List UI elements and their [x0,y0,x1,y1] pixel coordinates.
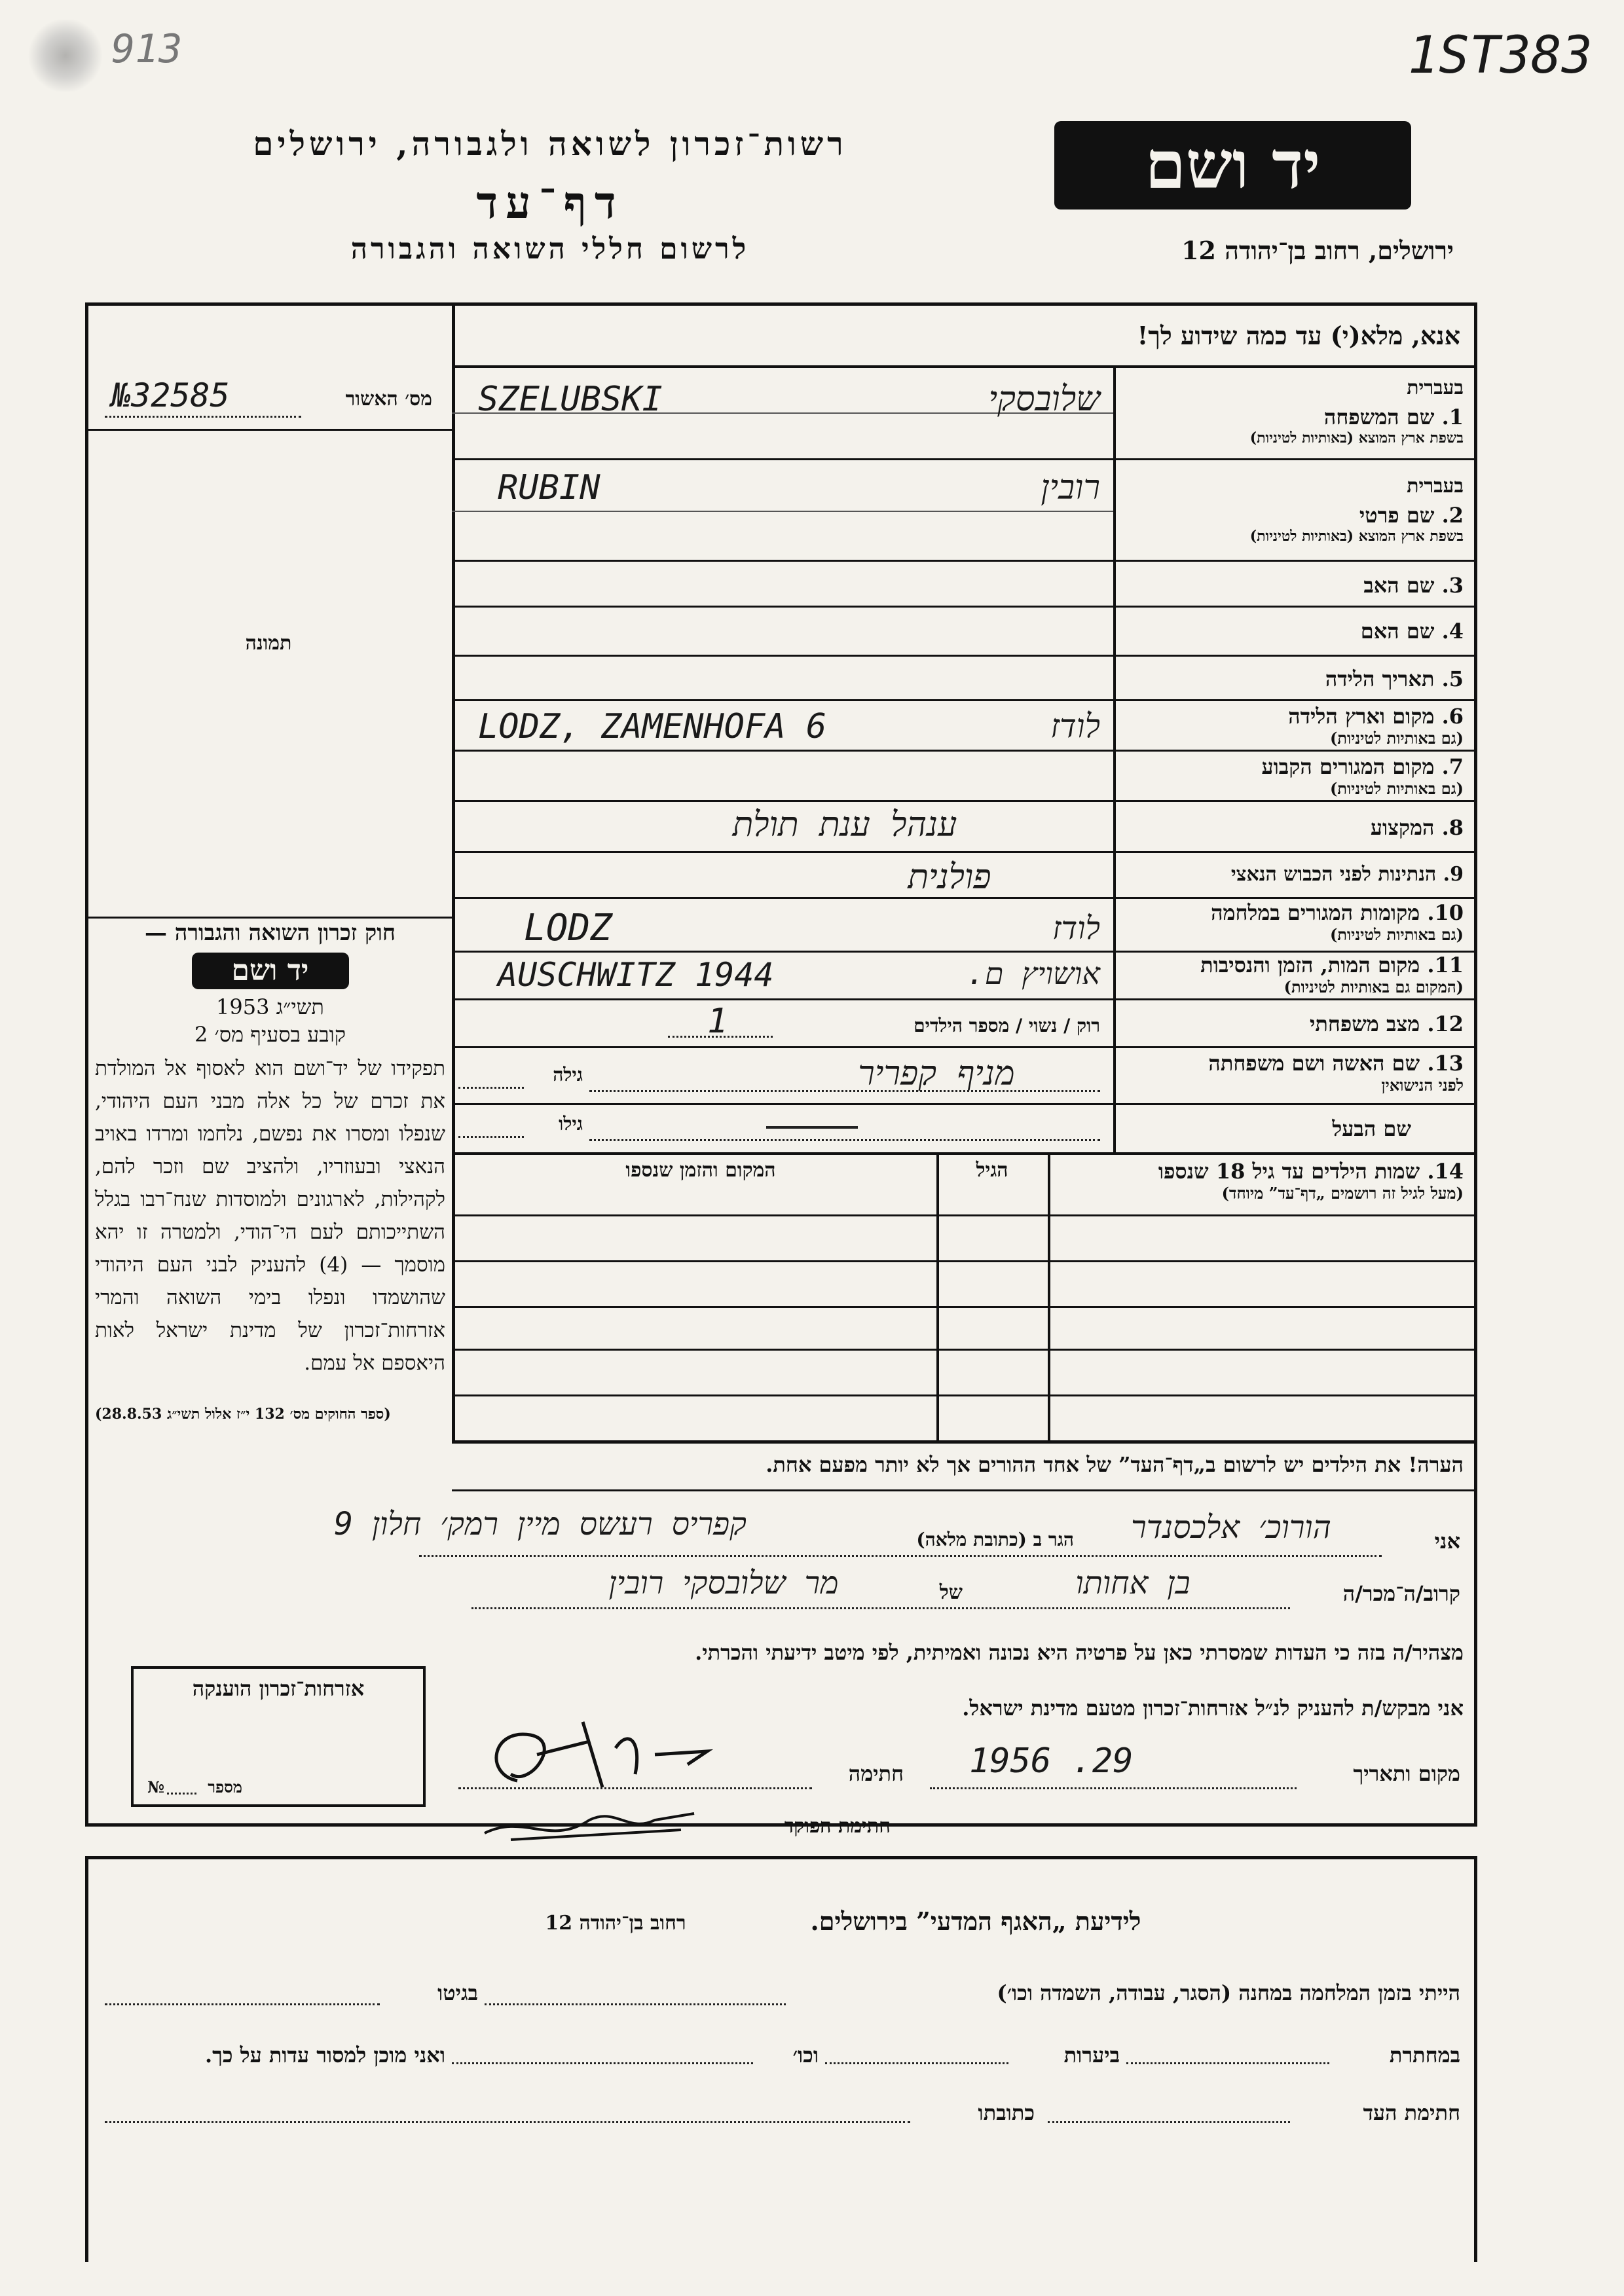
field-12: 12. מצב משפחתי [1310,1011,1464,1036]
officer-signature [471,1794,720,1853]
husband-age-label: גילו [559,1113,583,1135]
witness-name[interactable]: הורוכ׳ אלכסנדר [1131,1509,1331,1546]
witness-address[interactable]: קפריס רעשס מיין רמק׳ חלון 9 [334,1506,747,1542]
declaration-request: אני מבקש/ת להעניק לנ״ל אזרחות־זכרון מטעם מדינת ישראל. [962,1696,1464,1721]
award-number-label: מספר [208,1777,242,1796]
place-date-label: מקום ותאריך [1353,1761,1460,1786]
decl-line2-mid: של [939,1581,963,1604]
field-6: 6. מקום וארץ הלידה (גם באותיות לטיניות) [1288,704,1464,748]
field-8: 8. המקצוע [1370,815,1464,840]
footer-forests-label: ביערות [1063,2043,1120,2068]
relation-value[interactable]: בן אחותו [1075,1565,1190,1601]
field-1: בעברית 1. שם המשפחה בשפת ארץ המוצא (באותיות לטיניות) [1249,376,1464,446]
award-number-symbol: № [147,1777,165,1796]
death-place-latin[interactable]: AUSCHWITZ 1944 [498,956,774,994]
wife-name-value[interactable]: מניף קפריר [858,1054,1015,1093]
authority-name: רשות־זכרון לשואה ולגבורה, ירושלים [253,124,847,163]
first-name-hebrew[interactable]: רובין [1041,468,1100,507]
birthplace-latin[interactable]: LODZ, ZAMENHOFA 6 [478,707,827,746]
children-col-age: הגיל [976,1159,1008,1182]
registration-number: №32585 [111,376,230,414]
first-name-latin[interactable]: RUBIN [498,468,600,507]
nationality-value[interactable]: פולנית [908,858,991,897]
footer-title: לידיעת „האגף המדעי” בירושלים. [810,1906,1141,1936]
footer-willing-label: ואני מוכן למסור עדות על כך. [204,2043,445,2068]
header-address: ירושלים, רחוב בן־יהודה 12 [1181,236,1454,265]
decl-line1-mid: הגר ב (כתובת מלאה) [916,1529,1074,1550]
family-name-latin[interactable]: SZELUBSKI [478,380,663,419]
children-note: הערה! את הילדים יש לרשום ב„דף־העד” של אחד ההורים אך לא יותר מפעם אחת. [766,1452,1464,1477]
place-date-value[interactable]: 1956 .29 [969,1741,1134,1781]
wartime-residence-latin[interactable]: LODZ [524,907,612,949]
footer-ghetto-label: בגיטו [437,1980,478,2005]
footer-camp-label: הייתי בזמן המלחמה במחנה (הסגר, עבודה, השמדה וכו׳) [997,1980,1460,2005]
declaration-statement: מצהיר/ה בזה כי העדות שמסרתי כאן על פרטיה היא נכונה ואמיתית, לפי מיטב ידיעתי והכרתי. [695,1640,1464,1665]
archive-number: 1ST383 [1408,26,1593,85]
wife-age-label: גילה [553,1064,583,1085]
field-11: 11. מקום המות, הזמן והנסיבות (המקום גם באותיות לטיניות) [1200,953,1464,996]
footer-witness-signature: חתימת העד [1363,2100,1460,2125]
decl-line1-label: אני [1434,1529,1460,1554]
law-logo: יד ושם [192,953,349,989]
decl-line2-label: קרוב/ה־מכר/ה [1342,1581,1460,1606]
family-name-hebrew[interactable]: שלובסקי [988,380,1100,419]
footer-underground-label: במחתרת [1389,2043,1460,2068]
law-box: חוק זכרון השואה והגבורה — יד ושם תשי״ג 1953 קובע בסעיף מס׳ 2 תפקידו של יד־ושם הוא לאסוף אל המולדת את זכרם של כל אלה מבני העם היהודי, שנפלו ומסרו את נפשם, נלחמו ומרדו באויב הנאצי ובעוזריו, ולהציב שם וזכר להם, לקהילות, לארגונים ולמוסדות שנח־רבו בגלל השתייכותם לעם הי־הודי, ולמטרה זו יהא מוסמך — (4) להעניק לבני העם היהודי שהושמדו ונפלו בימי השואה והמרי אזרחות־זכרון של מדינת ישראל לאות היאספם אל עמם. (ספר החוקים מס׳ 132 י״ז אלול תשי״ג 28.8.53) [95,920,445,1423]
field-9: 9. הנתינות לפני הכבוש הנאצי [1230,863,1464,886]
form-subtitle: לרשום חללי השואה והגבורה [350,232,750,266]
victim-name-declared[interactable]: מר שלובסקי רובין [608,1565,839,1601]
children-count[interactable]: 1 [707,1002,728,1041]
field-13: 13. שם האשה ושם משפחתה לפני הנישואין [1208,1051,1464,1095]
field-4: 4. שם האם [1360,619,1464,644]
field-14: 14. שמות הילדים עד גיל 18 שנספו (מעל לגיל זה רושמים „דף־עד” מיוחד) [1158,1159,1464,1203]
footer-address: רחוב בן־יהודה 12 [545,1912,686,1935]
scan-number: 913 [111,26,183,72]
birthplace-hebrew[interactable]: לודז [1050,707,1100,745]
children-col-place: המקום והזמן שנספו [625,1159,776,1182]
death-place-hebrew[interactable]: אושויץ ם. [967,956,1100,991]
award-title: אזרחות־זכרון הוענקה [192,1676,365,1701]
husband-label: שם הבעל [1332,1116,1411,1141]
field-2: בעברית 2. שם פרטי בשפת ארץ המוצא (באותיות לטיניות) [1249,475,1464,545]
field-5: 5. תאריך הלידה [1325,666,1464,691]
family-status-options: רוק / נשוי / מספר הילדים [913,1015,1100,1036]
field-7: 7. מקום המגורים הקבוע (גם באותיות לטיניות) [1261,754,1464,798]
photo-label: תמונה [245,632,292,655]
husband-dash [766,1126,858,1129]
scan-mark [26,20,105,92]
officer-signature-label: חתימת הפוקד [784,1815,891,1838]
footer-witness-address: כתובתו [978,2100,1035,2125]
footer-etc-label: וכו׳ [792,2043,819,2068]
registration-label: מס׳ האשור [345,388,432,410]
instructions: אנא, מלא(י) עד כמה שידוע לך! [1137,321,1460,350]
witness-signature [471,1702,747,1807]
yad-vashem-logo: יד ושם [1054,121,1411,210]
form-title: דף־עד [476,177,624,229]
signature-label: חתימה [848,1761,904,1786]
field-3: 3. שם האב [1363,573,1464,598]
field-10: 10. מקומות המגורים במלחמה (גם באותיות לטיניות) [1211,900,1464,944]
wartime-residence-hebrew[interactable]: לודז [1052,910,1100,947]
occupation-value[interactable]: ענהל ענת תולת [732,805,957,845]
